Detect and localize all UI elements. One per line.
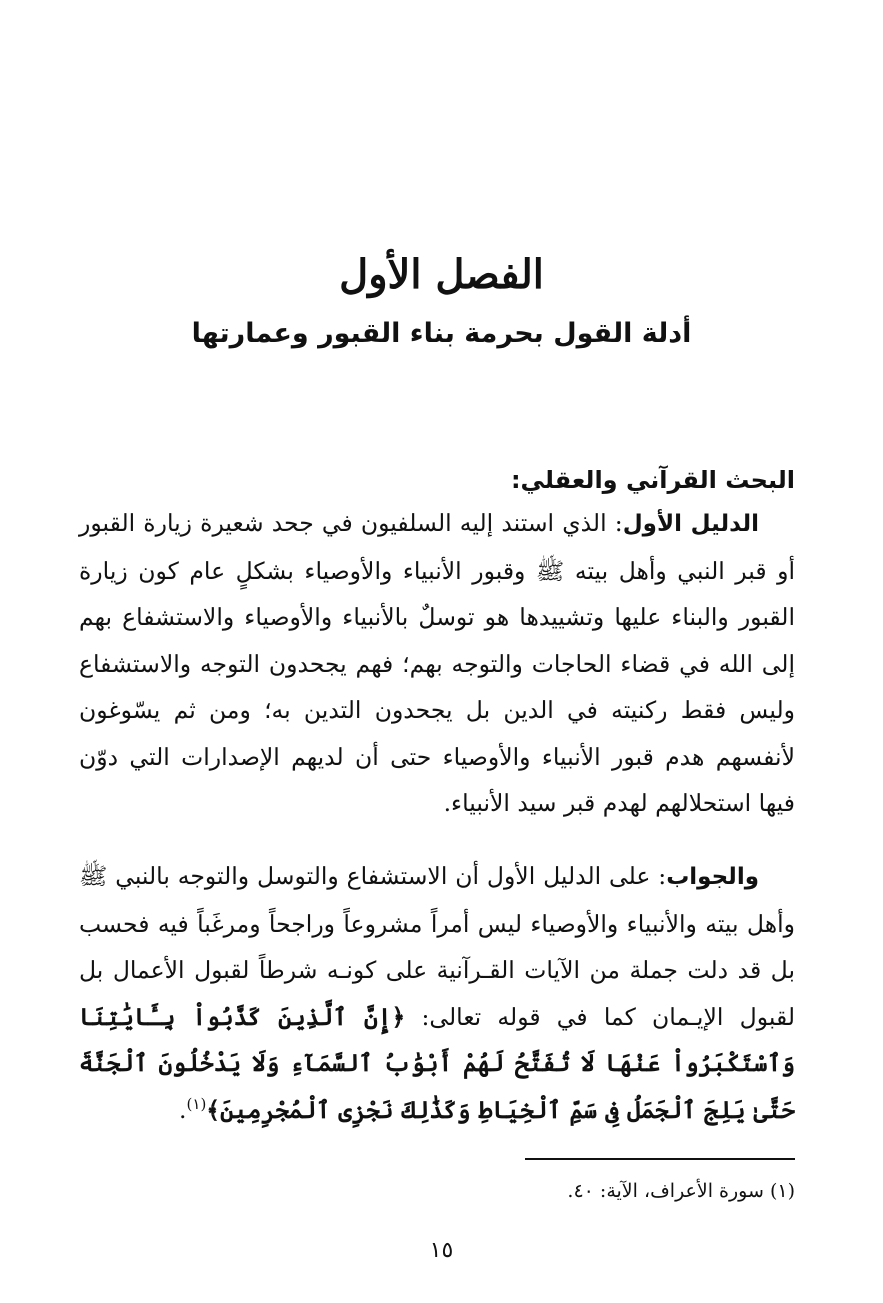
section-heading: البحث القرآني والعقلي: bbox=[510, 466, 795, 494]
footnote-divider bbox=[525, 1158, 795, 1160]
footnote: (١) سورة الأعراف، الآية: ٤٠. bbox=[567, 1180, 795, 1202]
paragraph-lead-label: والجواب bbox=[666, 864, 759, 890]
page-number: ١٥ bbox=[429, 1238, 454, 1263]
paragraph-body: : على الدليل الأول أن الاستشفاع والتوسل والتوجه بالنبي ﷺ وأهل بيته والأنبياء والأوصياء ليس أمراً مشروعاً وراجحاً ومرغَباً فيه فحسب بل قد دلت جملة من الآيات القـرآنية على كونـه شرطاً لقبول الأعمال بل لقبول الإيـمان كما في قوله تعالى: bbox=[79, 862, 795, 1031]
footnote-reference[interactable]: (١) bbox=[186, 1094, 207, 1113]
paragraph-lead-label: الدليل الأول bbox=[622, 511, 759, 537]
paragraph-end: . bbox=[179, 1095, 187, 1124]
paragraph-body: : الذي استند إليه السلفيون في جحد شعيرة زيارة القبور أو قبر النبي وأهل بيته ﷺ وقبور الأنبياء والأوصياء بشكلٍ عام كون زيارة القبور والبناء عليها وتشييدها هو توسلٌ بالأنبياء والأوصياء والاستشفاع بهم إلى الله في قضاء الحاجات والتوجه بهم؛ فهم يجحدون التوجه والاستشفاع وليس فقط ركنيته في الدين بل يجحدون التدين به؛ ومن ثم يسّوغون لأنفسهم هدم قبور الأنبياء والأوصياء حتى أن لديهم الإصدارات التي دوّن فيها استحلالهم لهدم قبر سيد الأنبياء. bbox=[79, 509, 795, 817]
paragraph-first-evidence bbox=[79, 500, 795, 827]
chapter-title: الفصل الأول bbox=[339, 250, 544, 298]
chapter-subtitle: أدلة القول بحرمة بناء القبور وعمارتها bbox=[191, 318, 692, 350]
paragraph-answer bbox=[79, 853, 795, 1133]
quran-verse: ﴿إِنَّ ٱلَّذِينَ كَذَّبُواْ بِـَٔايَٰتِنَا وَٱسْتَكْبَرُواْ عَنْهَا لَا تُفَتَّحُ لَهُمْ أَبْوَٰبُ ٱلسَّمَآءِ وَلَا يَدْخُلُونَ ٱلْجَنَّةَ حَتَّىٰ يَلِجَ ٱلْجَمَلُ فِى سَمِّ ٱلْخِيَاطِ وَكَذَٰلِكَ نَجْزِى ٱلْمُجْرِمِينَ﴾ bbox=[79, 1002, 795, 1124]
